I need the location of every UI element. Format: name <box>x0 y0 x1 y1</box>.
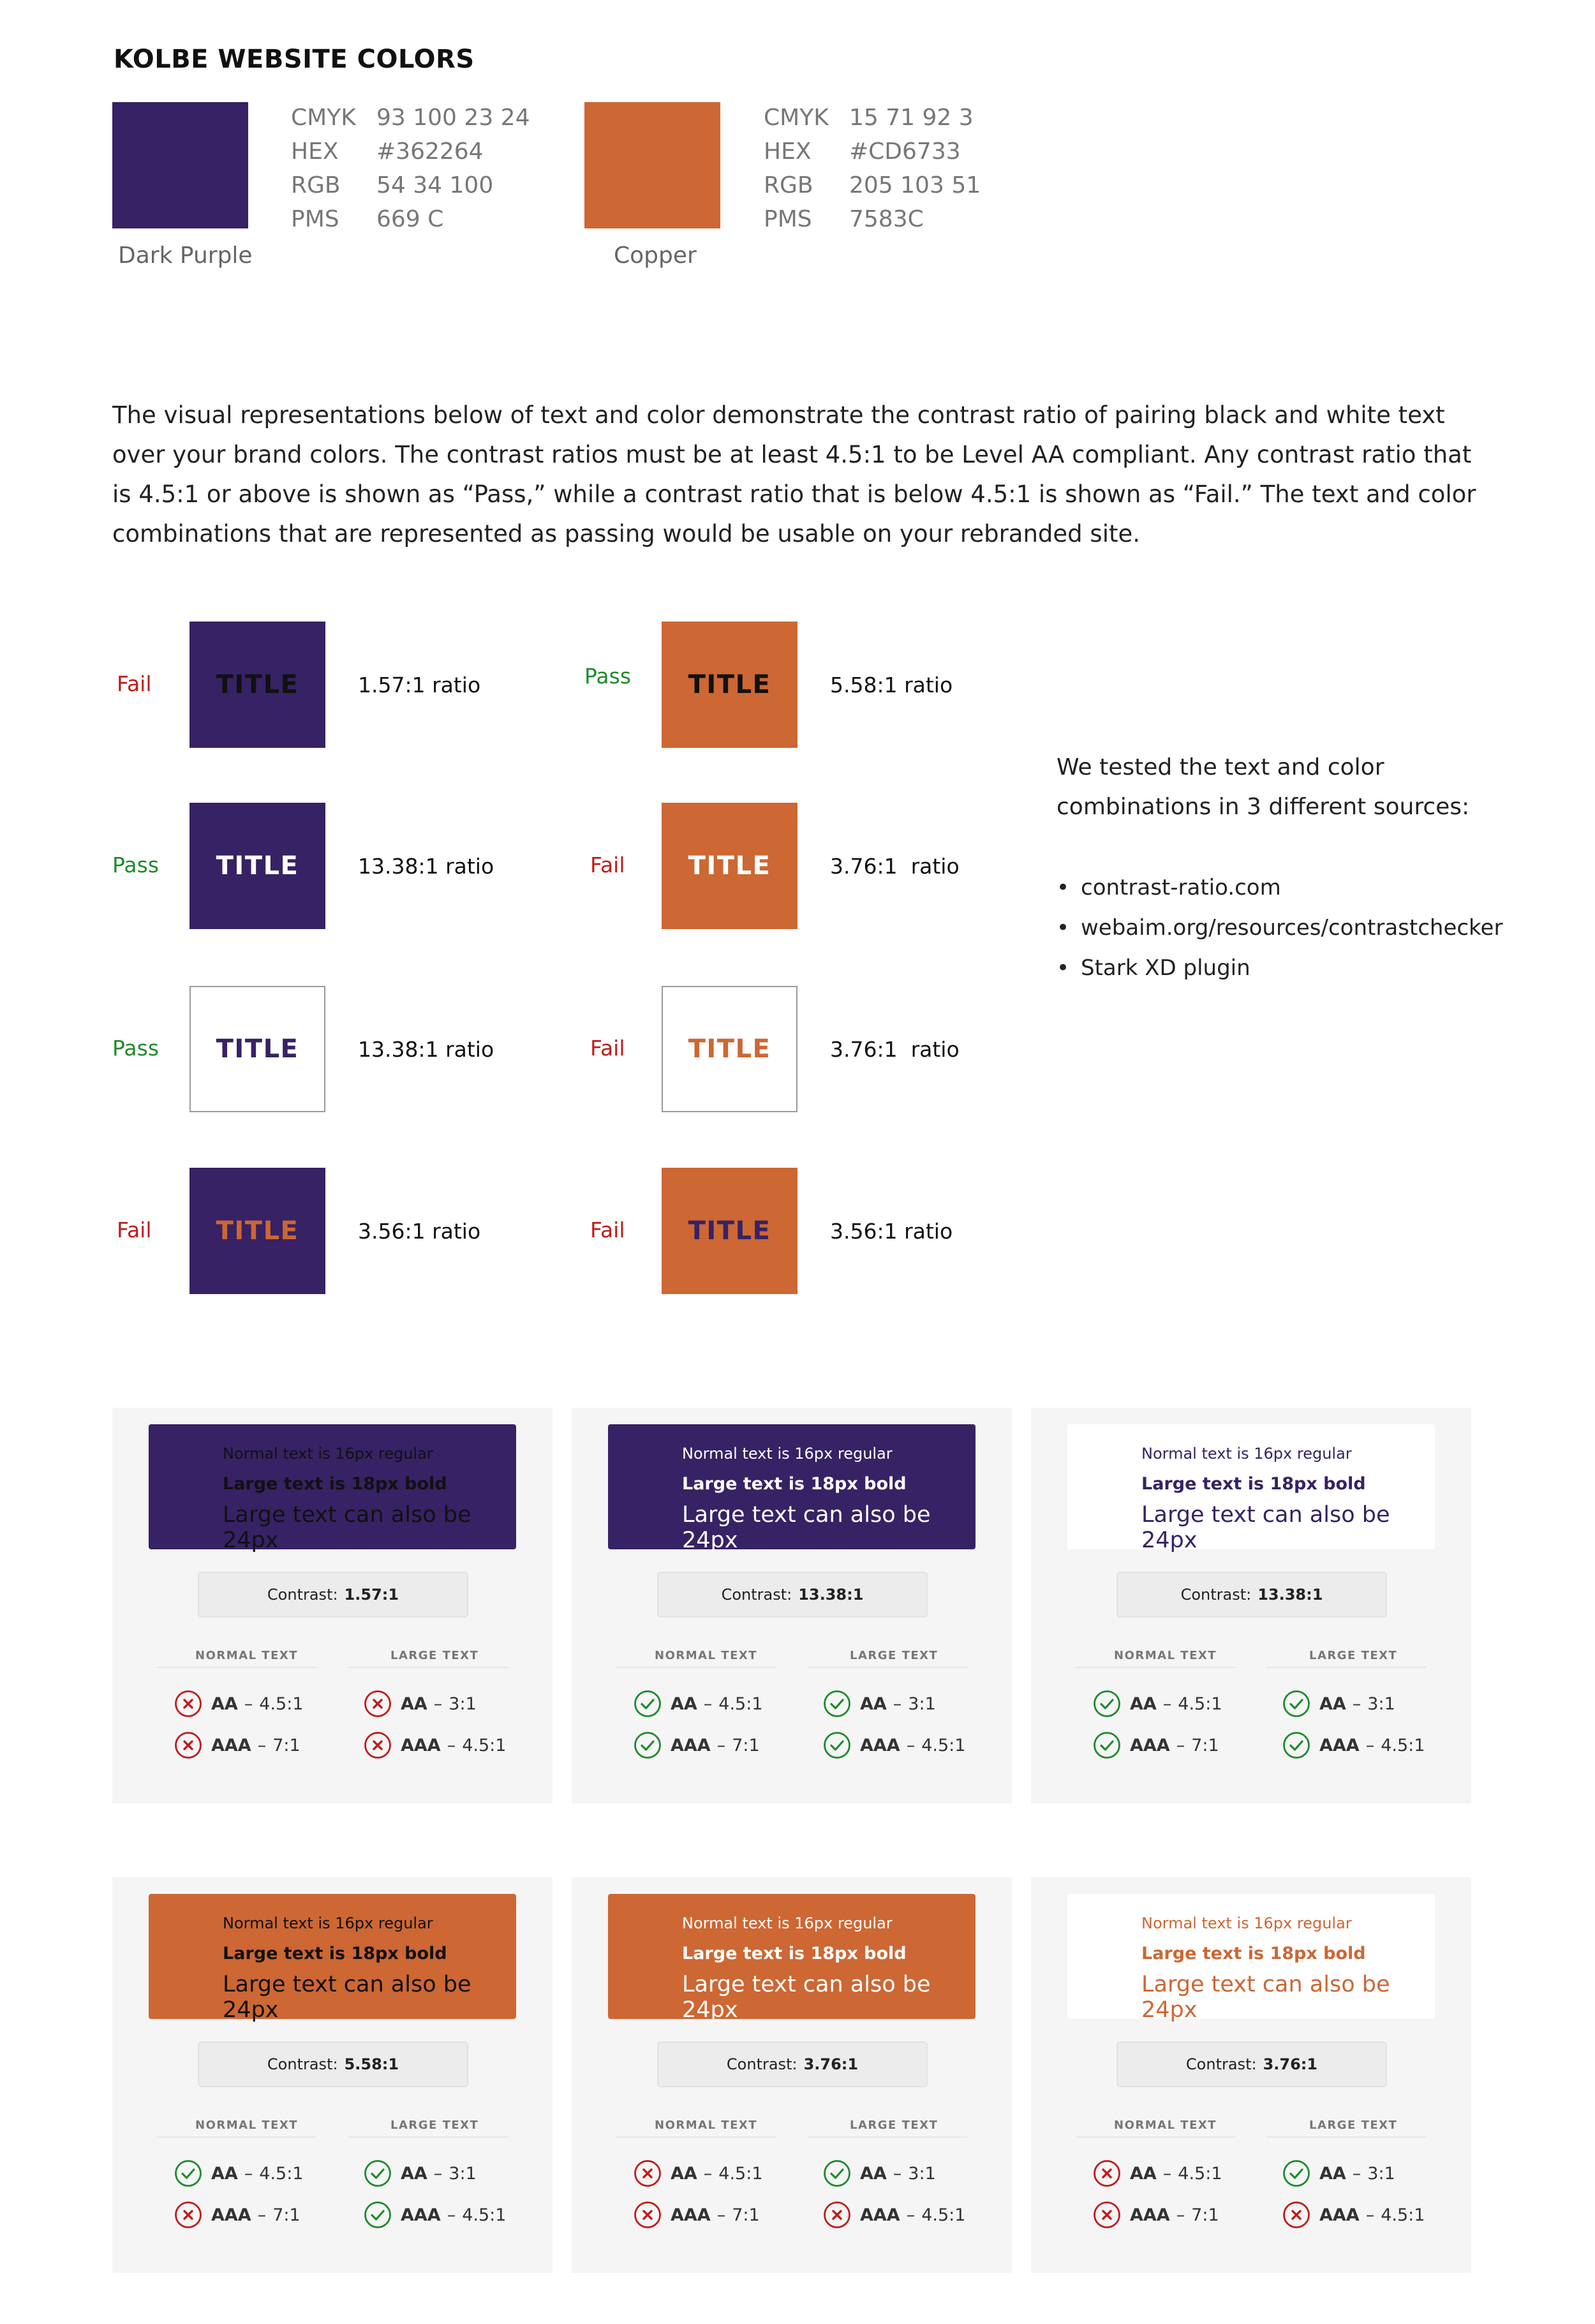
check-circle-icon <box>634 1690 662 1718</box>
required-ratio: 3:1 <box>908 2163 936 2184</box>
required-ratio: 4.5:1 <box>1381 2205 1425 2225</box>
ratio-label: 3.56:1 ratio <box>358 1219 481 1244</box>
verdict-fail: Fail <box>590 1036 625 1061</box>
bold-text-sample: Large text is 18px bold <box>1141 1474 1366 1494</box>
ratio-label: 3.76:1 ratio <box>830 1037 960 1062</box>
spec-value: 7583C <box>849 206 924 232</box>
result-large-aaa <box>823 1731 965 1759</box>
result-large-aa <box>364 1690 477 1718</box>
bold-text-sample: Large text is 18px bold <box>223 1944 447 1963</box>
result-large-aaa <box>1282 2201 1425 2229</box>
compliance-level: AAA <box>211 1735 251 1755</box>
large-text-sample: Large text can also be 24px <box>682 1502 931 1553</box>
x-circle-icon <box>634 2201 662 2229</box>
result-large-aaa <box>364 1731 506 1759</box>
check-circle-icon <box>1282 1690 1310 1718</box>
dash: – <box>1176 1735 1185 1755</box>
large-text-sample: Large text can also be 24px <box>1141 1972 1390 2023</box>
result-normal-aa <box>174 2159 304 2187</box>
normal-text-header: NORMAL TEXT <box>1114 2119 1217 2132</box>
normal-text-header: NORMAL TEXT <box>195 2119 299 2132</box>
ratio-label: 5.58:1 ratio <box>830 673 953 697</box>
spec-value: 669 C <box>376 206 444 232</box>
dark-purple-swatch <box>112 102 248 228</box>
compliance-level: AA <box>211 2163 238 2184</box>
compliance-level: AA <box>401 2163 427 2184</box>
spec-value: 54 34 100 <box>376 172 494 198</box>
result-normal-aaa <box>174 2201 300 2229</box>
contrast-value: 13.38:1 <box>798 1586 864 1604</box>
check-circle-icon <box>634 1731 662 1759</box>
check-circle-icon <box>1093 1731 1121 1759</box>
normal-text-header: NORMAL TEXT <box>195 1649 299 1662</box>
required-ratio: 7:1 <box>1191 2205 1219 2225</box>
dash: – <box>1176 2205 1185 2225</box>
dash: – <box>447 2205 456 2225</box>
required-ratio: 3:1 <box>449 2163 477 2184</box>
intro-paragraph: The visual representations below of text and color demonstrate the contrast ratio of pairing black and white text over your brand colors. The contrast ratios must be at least 4.5:1 to be Level AA compliant. Any contrast ratio that is 4.5:1 or above is shown as “Pass,” while a contrast ratio that is below 4.5:1 is shown as “Fail.” The text and color combinations that are represented as passing would be usable on your rebranded site. <box>112 401 1476 547</box>
bullet-icon: • <box>1057 875 1070 900</box>
dash: – <box>906 1735 916 1755</box>
result-large-aaa <box>823 2201 965 2229</box>
spec-key: PMS <box>764 206 812 232</box>
required-ratio: 3:1 <box>908 1694 936 1714</box>
large-text-sample: Large text can also be 24px <box>223 1502 471 1553</box>
contrast-checker-card <box>112 1408 553 1803</box>
result-normal-aaa <box>174 1731 300 1759</box>
required-ratio: 4.5:1 <box>718 2163 763 2184</box>
normal-text-header: NORMAL TEXT <box>655 1649 758 1662</box>
large-text-header: LARGE TEXT <box>1309 2119 1398 2132</box>
result-large-aa <box>823 2159 936 2187</box>
contrast-checker-card <box>1031 1877 1471 2273</box>
compliance-level: AA <box>1130 1694 1157 1714</box>
required-ratio: 4.5:1 <box>921 1735 966 1755</box>
page-title: KOLBE WEBSITE COLORS <box>114 45 475 74</box>
x-circle-icon <box>1282 2201 1310 2229</box>
divider <box>1076 2136 1235 2138</box>
dash: – <box>257 2205 267 2225</box>
spec-value: 93 100 23 24 <box>376 105 530 131</box>
verdict-pass: Pass <box>112 853 160 877</box>
result-normal-aaa <box>1093 1731 1219 1759</box>
x-circle-icon <box>364 1731 392 1759</box>
divider <box>1267 1667 1427 1668</box>
contrast-value: 13.38:1 <box>1257 1586 1323 1604</box>
swatch-name-dark-purple: Dark Purple <box>118 242 253 269</box>
verdict-fail: Fail <box>117 671 152 696</box>
divider <box>157 2136 316 2138</box>
large-text-header: LARGE TEXT <box>1309 1649 1398 1662</box>
required-ratio: 4.5:1 <box>462 2205 507 2225</box>
normal-text-sample: Normal text is 16px regular <box>682 1445 893 1463</box>
required-ratio: 4.5:1 <box>259 1694 304 1714</box>
ratio-label: 3.56:1 ratio <box>830 1219 953 1244</box>
contrast-readout <box>198 2041 468 2087</box>
bold-text-sample: Large text is 18px bold <box>682 1944 907 1963</box>
compliance-level: AAA <box>860 2205 900 2225</box>
sources-intro: We tested the text and color combinations in 3 different sources: <box>1057 754 1470 820</box>
title-sample-box: TITLE <box>189 803 325 929</box>
large-text-header: LARGE TEXT <box>390 2119 479 2132</box>
large-text-header: LARGE TEXT <box>390 1649 479 1662</box>
normal-text-sample: Normal text is 16px regular <box>1141 1914 1352 1932</box>
compliance-level: AAA <box>401 1735 441 1755</box>
contrast-label: Contrast: <box>267 1586 338 1604</box>
normal-text-sample: Normal text is 16px regular <box>223 1914 433 1932</box>
source-text: contrast-ratio.com <box>1081 875 1281 900</box>
large-text-sample: Large text can also be 24px <box>1141 1502 1390 1553</box>
contrast-label: Contrast: <box>721 1586 792 1604</box>
spec-key: CMYK <box>764 105 829 131</box>
spec-value: #CD6733 <box>849 138 961 165</box>
source-text: webaim.org/resources/contrastchecker <box>1081 915 1503 941</box>
compliance-level: AAA <box>860 1735 900 1755</box>
divider <box>348 1667 508 1668</box>
compliance-level: AA <box>671 1694 697 1714</box>
verdict-fail: Fail <box>117 1218 152 1242</box>
dash: – <box>1352 2163 1361 2184</box>
divider <box>157 1667 316 1668</box>
check-circle-icon <box>1282 1731 1310 1759</box>
compliance-level: AA <box>1130 2163 1157 2184</box>
source-text: Stark XD plugin <box>1081 955 1250 981</box>
dash: – <box>703 2163 713 2184</box>
source-item <box>1057 908 1502 948</box>
title-sample-box: TITLE <box>662 1168 798 1294</box>
title-sample-box: TITLE <box>189 986 325 1112</box>
ratio-label: 13.38:1 ratio <box>358 1037 494 1062</box>
dash: – <box>906 2205 916 2225</box>
compliance-level: AAA <box>1319 1735 1360 1755</box>
required-ratio: 4.5:1 <box>921 2205 966 2225</box>
text-preview <box>149 1424 516 1553</box>
copper-swatch <box>584 102 720 228</box>
spec-value: 15 71 92 3 <box>849 105 974 131</box>
check-circle-icon <box>174 2159 202 2187</box>
contrast-checker-card <box>1031 1408 1471 1803</box>
swatch-name-copper: Copper <box>614 242 697 269</box>
x-circle-icon <box>174 1731 202 1759</box>
spec-key: RGB <box>764 172 813 198</box>
normal-text-sample: Normal text is 16px regular <box>1141 1445 1352 1463</box>
compliance-level: AA <box>860 2163 887 2184</box>
required-ratio: 4.5:1 <box>718 1694 763 1714</box>
required-ratio: 7:1 <box>272 1735 300 1755</box>
required-ratio: 4.5:1 <box>259 2163 304 2184</box>
x-circle-icon <box>1093 2201 1121 2229</box>
text-preview <box>1067 1894 1435 2023</box>
result-large-aa <box>1282 2159 1395 2187</box>
contrast-checker-card <box>572 1877 1012 2273</box>
x-circle-icon <box>634 2159 662 2187</box>
divider <box>1076 1667 1235 1668</box>
verdict-pass: Pass <box>584 664 632 689</box>
dark-purple-specs <box>291 101 530 236</box>
title-sample-box: TITLE <box>662 622 798 748</box>
result-large-aaa <box>1282 1731 1425 1759</box>
spec-key: HEX <box>291 138 339 165</box>
contrast-checker-card <box>572 1408 1012 1803</box>
dash: – <box>1365 1735 1375 1755</box>
spec-value: #362264 <box>376 138 484 165</box>
dash: – <box>1365 2205 1375 2225</box>
normal-text-sample: Normal text is 16px regular <box>682 1914 893 1932</box>
ratio-label: 13.38:1 ratio <box>358 854 494 879</box>
spec-value: 205 103 51 <box>849 172 981 198</box>
check-circle-icon <box>823 2159 851 2187</box>
check-circle-icon <box>364 2159 392 2187</box>
required-ratio: 3:1 <box>449 1694 477 1714</box>
spec-key: PMS <box>291 206 339 232</box>
dash: – <box>433 2163 443 2184</box>
verdict-pass: Pass <box>112 1036 160 1061</box>
contrast-checker-card <box>112 1877 553 2273</box>
source-item <box>1057 948 1502 988</box>
bold-text-sample: Large text is 18px bold <box>1141 1944 1366 1963</box>
dash: – <box>1352 1694 1361 1714</box>
contrast-value: 3.76:1 <box>1263 2055 1318 2073</box>
bullet-icon: • <box>1057 915 1070 941</box>
compliance-level: AAA <box>671 1735 711 1755</box>
bold-text-sample: Large text is 18px bold <box>223 1474 447 1494</box>
verdict-fail: Fail <box>590 1218 625 1242</box>
large-text-header: LARGE TEXT <box>850 2119 938 2132</box>
result-normal-aa <box>1093 2159 1222 2187</box>
dash: – <box>716 2205 726 2225</box>
x-circle-icon <box>364 1690 392 1718</box>
required-ratio: 4.5:1 <box>1178 2163 1222 2184</box>
check-circle-icon <box>364 2201 392 2229</box>
divider <box>616 2136 776 2138</box>
divider <box>348 2136 508 2138</box>
contrast-value: 3.76:1 <box>803 2055 859 2073</box>
check-circle-icon <box>823 1690 851 1718</box>
dash: – <box>244 2163 253 2184</box>
required-ratio: 7:1 <box>272 2205 300 2225</box>
compliance-level: AA <box>211 1694 238 1714</box>
check-circle-icon <box>1282 2159 1310 2187</box>
contrast-label: Contrast: <box>726 2055 798 2073</box>
compliance-level: AAA <box>211 2205 251 2225</box>
dash: – <box>1162 2163 1172 2184</box>
result-normal-aaa <box>634 2201 760 2229</box>
divider <box>616 1667 776 1668</box>
bullet-icon: • <box>1057 955 1070 981</box>
dash: – <box>244 1694 253 1714</box>
result-normal-aa <box>174 1690 304 1718</box>
required-ratio: 3:1 <box>1367 1694 1395 1714</box>
compliance-level: AA <box>1319 1694 1346 1714</box>
contrast-readout <box>198 1572 468 1618</box>
title-sample-box: TITLE <box>189 1168 325 1294</box>
required-ratio: 7:1 <box>732 1735 760 1755</box>
compliance-level: AA <box>1319 2163 1346 2184</box>
large-text-header: LARGE TEXT <box>850 1649 938 1662</box>
dash: – <box>447 1735 456 1755</box>
result-normal-aa <box>1093 1690 1222 1718</box>
text-preview <box>608 1424 976 1553</box>
contrast-readout <box>1116 1572 1387 1618</box>
result-normal-aaa <box>1093 2201 1219 2229</box>
title-sample-box: TITLE <box>189 622 325 748</box>
check-circle-icon <box>1093 1690 1121 1718</box>
required-ratio: 4.5:1 <box>1178 1694 1222 1714</box>
result-normal-aaa <box>634 1731 760 1759</box>
bold-text-sample: Large text is 18px bold <box>682 1474 907 1494</box>
result-large-aa <box>1282 1690 1395 1718</box>
dash: – <box>893 1694 902 1714</box>
contrast-readout <box>657 2041 928 2087</box>
required-ratio: 7:1 <box>1191 1735 1219 1755</box>
x-circle-icon <box>1093 2159 1121 2187</box>
x-circle-icon <box>823 2201 851 2229</box>
compliance-level: AAA <box>401 2205 441 2225</box>
contrast-label: Contrast: <box>1185 2055 1257 2073</box>
divider <box>808 2136 967 2138</box>
ratio-label: 3.76:1 ratio <box>830 854 960 879</box>
text-preview <box>1067 1424 1435 1553</box>
result-large-aa <box>823 1690 936 1718</box>
result-normal-aa <box>634 1690 763 1718</box>
contrast-readout <box>1116 2041 1387 2087</box>
required-ratio: 4.5:1 <box>1381 1735 1425 1755</box>
spec-key: HEX <box>764 138 812 165</box>
large-text-sample: Large text can also be 24px <box>223 1972 471 2023</box>
required-ratio: 7:1 <box>732 2205 760 2225</box>
dash: – <box>703 1694 713 1714</box>
sources-list <box>1057 868 1502 988</box>
compliance-level: AAA <box>1130 2205 1170 2225</box>
x-circle-icon <box>174 2201 202 2229</box>
title-sample-box: TITLE <box>662 803 798 929</box>
normal-text-header: NORMAL TEXT <box>655 2119 758 2132</box>
required-ratio: 4.5:1 <box>462 1735 507 1755</box>
contrast-label: Contrast: <box>1180 1586 1252 1604</box>
ratio-label: 1.57:1 ratio <box>358 673 481 697</box>
dash: – <box>257 1735 267 1755</box>
required-ratio: 3:1 <box>1367 2163 1395 2184</box>
result-normal-aa <box>634 2159 763 2187</box>
check-circle-icon <box>823 1731 851 1759</box>
contrast-readout <box>657 1572 928 1618</box>
compliance-level: AA <box>671 2163 697 2184</box>
dash: – <box>433 1694 443 1714</box>
contrast-value: 1.57:1 <box>344 1586 399 1604</box>
compliance-level: AAA <box>1130 1735 1170 1755</box>
normal-text-sample: Normal text is 16px regular <box>223 1445 433 1463</box>
copper-specs <box>764 101 981 236</box>
compliance-level: AAA <box>1319 2205 1360 2225</box>
verdict-fail: Fail <box>590 853 625 877</box>
result-large-aaa <box>364 2201 506 2229</box>
large-text-sample: Large text can also be 24px <box>682 1972 931 2023</box>
x-circle-icon <box>174 1690 202 1718</box>
divider <box>808 1667 967 1668</box>
divider <box>1267 2136 1427 2138</box>
compliance-level: AAA <box>671 2205 711 2225</box>
contrast-value: 5.58:1 <box>344 2055 399 2073</box>
compliance-level: AA <box>401 1694 427 1714</box>
compliance-level: AA <box>860 1694 887 1714</box>
dash: – <box>716 1735 726 1755</box>
text-preview <box>608 1894 976 2023</box>
spec-key: CMYK <box>291 105 356 131</box>
spec-key: RGB <box>291 172 341 198</box>
source-item <box>1057 868 1502 908</box>
dash: – <box>1162 1694 1172 1714</box>
title-sample-box: TITLE <box>662 986 798 1112</box>
result-large-aa <box>364 2159 477 2187</box>
dash: – <box>893 2163 902 2184</box>
normal-text-header: NORMAL TEXT <box>1114 1649 1217 1662</box>
text-preview <box>149 1894 516 2023</box>
contrast-label: Contrast: <box>267 2055 338 2073</box>
